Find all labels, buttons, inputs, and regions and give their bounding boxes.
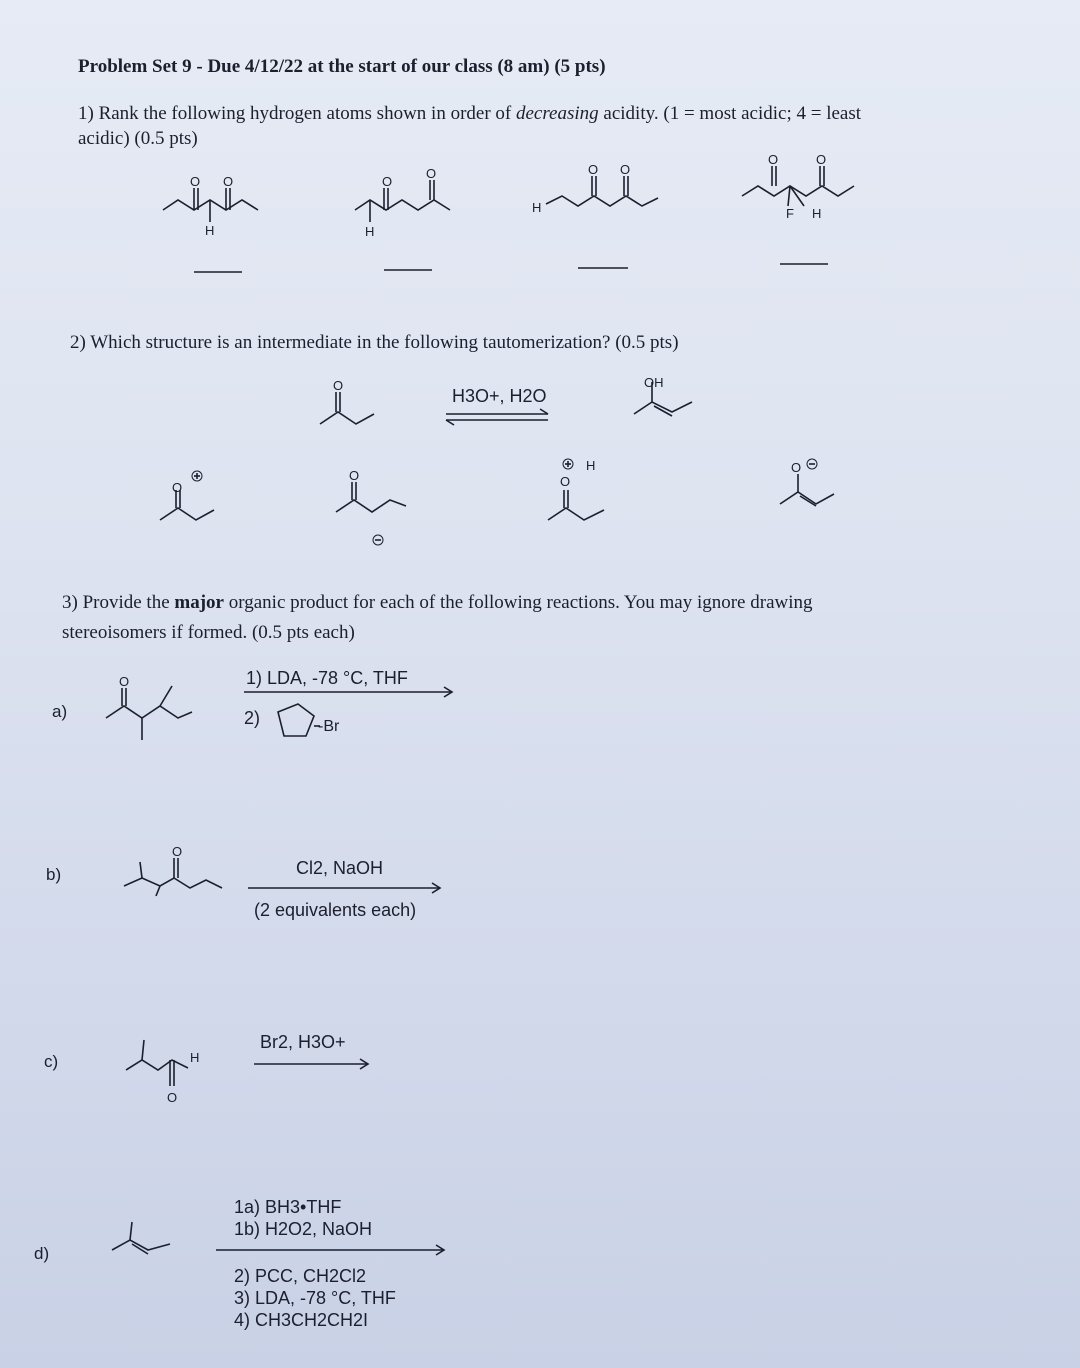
q2-reagent: H3O+, H2O	[452, 386, 547, 406]
question-2-text: 2) Which structure is an intermediate in the following tautomerization? (0.5 pts)	[70, 332, 679, 353]
part-a-label: a)	[52, 702, 68, 721]
q3a-ketone	[106, 674, 192, 740]
q3-text-start: 3) Provide the	[62, 592, 175, 613]
hydrogen-label: H	[586, 458, 596, 473]
q3a-reagent-2-number: 2)	[244, 708, 261, 728]
q3c-aldehyde	[126, 1040, 199, 1105]
q3d-reagent-1a: 1a) BH3•THF	[234, 1197, 342, 1217]
q3b-reagent-2: (2 equivalents each)	[254, 900, 417, 920]
oxygen-label: O	[588, 162, 599, 177]
oxygen-label: O	[791, 460, 802, 475]
hydroxyl-label: OH	[644, 375, 664, 390]
oxygen-label: O	[190, 174, 201, 189]
question-3-text-line2: stereoisomers if formed. (0.5 pts each)	[62, 622, 355, 643]
q1-text-start: 1) Rank the following hydrogen atoms shown in order of	[78, 103, 516, 124]
hydrogen-label: H	[532, 200, 542, 215]
q2-choice-oxocarbenium	[160, 471, 214, 520]
oxygen-label: O	[560, 474, 571, 489]
oxygen-label: O	[223, 174, 234, 189]
oxygen-label: O	[333, 378, 344, 393]
q3b-reagent-1: Cl2, NaOH	[296, 858, 384, 878]
oxygen-label: O	[119, 674, 130, 689]
oxygen-label: O	[620, 162, 631, 177]
hydrogen-label: H	[190, 1050, 200, 1065]
oxygen-label: O	[768, 152, 779, 167]
q3d-alkene	[112, 1222, 170, 1254]
q1-molecule-2	[355, 166, 450, 239]
q1-text-end: acidity. (1 = most acidic; 4 = least	[598, 103, 862, 124]
q3d-reagent-1b: 1b) H2O2, NaOH	[234, 1219, 373, 1239]
q3b-ketone	[124, 844, 222, 936]
q3a-bromide-label: -Br	[318, 718, 340, 735]
q3d-reagent-3: 3) LDA, -78 °C, THF	[234, 1288, 396, 1308]
oxygen-label: O	[382, 174, 393, 189]
oxygen-label: O	[167, 1090, 178, 1105]
q3-text-end: organic product for each of the following reactions. You may ignore drawing	[224, 592, 813, 613]
cyclopentyl-ring	[278, 704, 314, 736]
q2-choice-enolate	[780, 459, 834, 506]
oxygen-label: O	[816, 152, 827, 167]
q2-ketone	[320, 378, 374, 424]
q2-choice-protonated	[548, 458, 604, 520]
oxygen-label: O	[349, 468, 360, 483]
q2-equilibrium-arrows	[446, 409, 548, 425]
q1-emphasis: decreasing	[515, 103, 599, 124]
part-d-label: d)	[34, 1244, 50, 1263]
q3d-reagent-4: 4) CH3CH2CH2I	[234, 1310, 369, 1330]
oxygen-label: O	[172, 480, 183, 495]
oxygen-label: O	[172, 844, 183, 859]
q3c-reagent: Br2, H3O+	[260, 1032, 346, 1052]
hydrogen-label: H	[365, 224, 375, 239]
hydrogen-label: H	[812, 206, 822, 221]
page-title: Problem Set 9 - Due 4/12/22 at the start of our class (8 am) (5 pts)	[78, 56, 606, 77]
q1-molecule-1	[163, 174, 258, 238]
q3a-reagent-1: 1) LDA, -78 °C, THF	[246, 668, 408, 688]
hydrogen-label: H	[205, 223, 215, 238]
q1-molecule-3	[532, 162, 658, 215]
q3-bold: major	[174, 592, 224, 613]
q3d-reagent-2: 2) PCC, CH2Cl2	[234, 1266, 367, 1286]
q2-choice-carbanion	[336, 468, 406, 545]
fluorine-label: F	[786, 206, 794, 221]
part-c-label: c)	[44, 1052, 59, 1071]
q2-enol	[634, 375, 692, 416]
oxygen-label: O	[426, 166, 437, 181]
part-b-label: b)	[46, 865, 62, 884]
q1-molecule-4	[742, 152, 854, 221]
question-1-text-line2: acidic) (0.5 pts)	[78, 128, 198, 149]
